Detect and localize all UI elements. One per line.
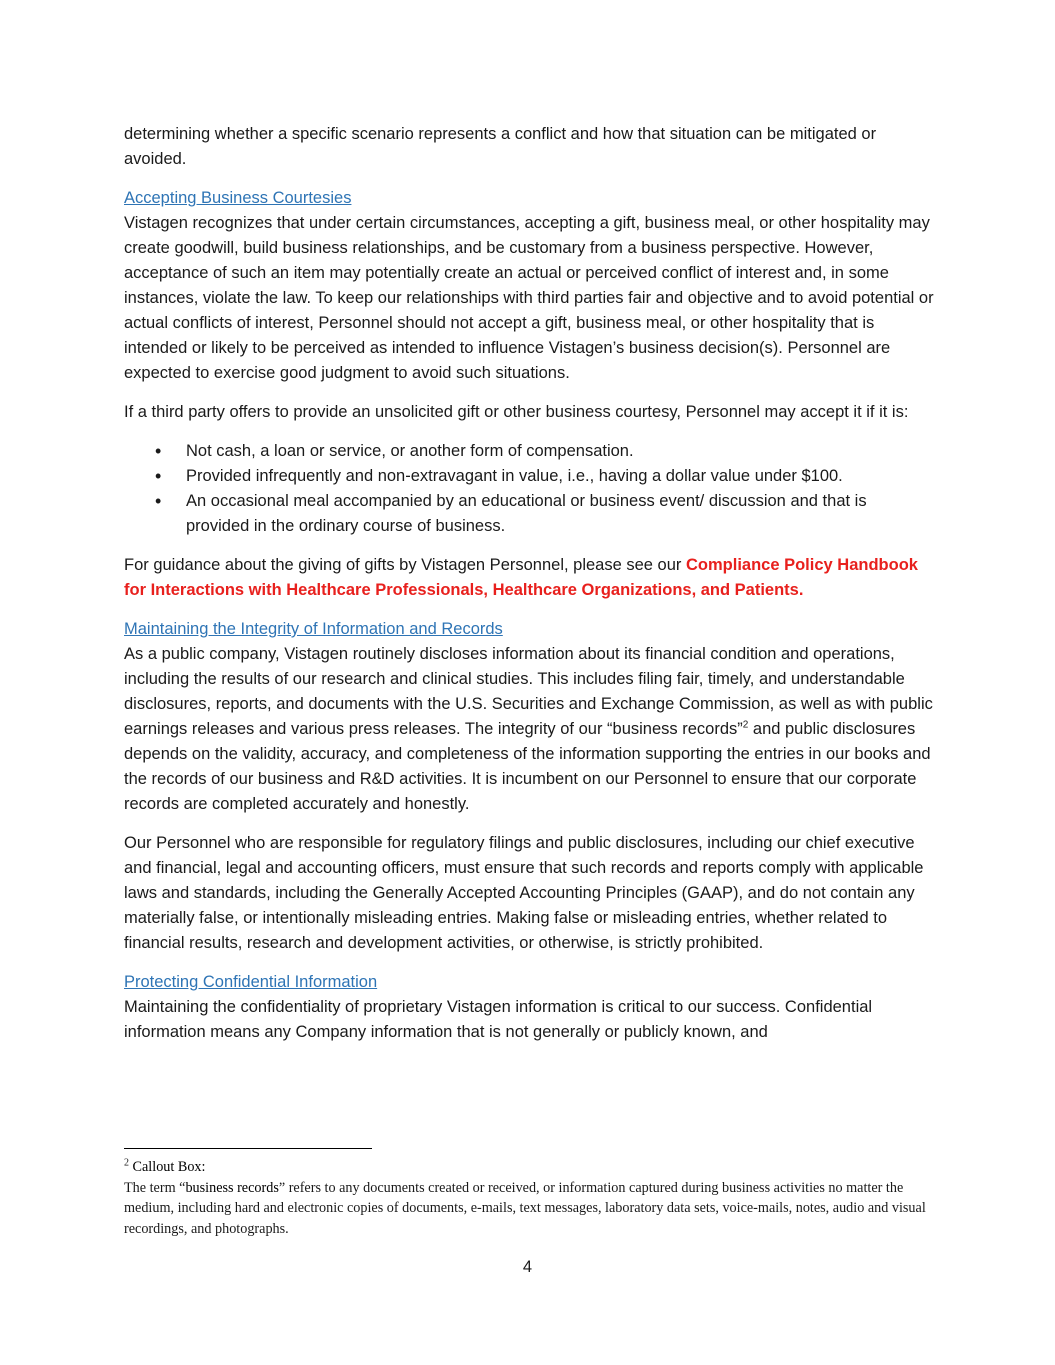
footnote-text (124, 1178, 934, 1240)
confidential-section (124, 970, 934, 1045)
confidential-heading-link[interactable]: Protecting Confidential Information (124, 973, 378, 991)
compliance-handbook-reference[interactable]: Compliance Policy Handbook for Interactions with Healthcare Professionals, Healthcare Organizations, and Patients (124, 556, 918, 599)
business-courtesies-section (124, 186, 934, 386)
list-item: • Not cash, a loan or service, or another form of compensation. (186, 439, 934, 464)
gift-guidance-prefix: For guidance about the giving of gifts by Vistagen Personnel, please see our (124, 556, 686, 574)
integrity-section (124, 617, 934, 817)
integrity-heading-link[interactable]: Maintaining the Integrity of Information and Records (124, 620, 503, 638)
business-courtesies-heading-link[interactable]: Accepting Business Courtesies (124, 189, 352, 207)
document-body (124, 122, 934, 1059)
integrity-paragraph-1-part-a: As a public company, Vistagen routinely discloses information about its financial condition and operations, including the results of our research and clinical studies. This includes filing fair, timely, and understandable disclosures, reports, and documents with the U.S. Securities and Exchange Commission, as well as with public earnings releases and various press releases. The integrity of our “business records” (124, 645, 933, 738)
footnote-reference[interactable]: 2 (742, 719, 749, 731)
footnote-text-suffix: ” refers to any documents created or received, or information captured during business activities no matter the medium, including hard and electronic copies of documents, e-mails, text messages, laboratory data sets, voice-mails, notes, audio and visual recordings, and photographs. (124, 1179, 926, 1237)
footnote-divider (124, 1148, 372, 1149)
intro-continuation-paragraph: determining whether a specific scenario represents a conflict and how that situation can be mitigated or avoided. (124, 125, 877, 168)
confidential-paragraph-1: Maintaining the confidentiality of proprietary Vistagen information is critical to our success. Confidential information means any Company information that is not generally or publicly known, and (124, 998, 873, 1041)
footnote-text-prefix: The term “ (124, 1179, 186, 1196)
footnote (124, 1157, 934, 1239)
business-courtesies-paragraph-1: Vistagen recognizes that under certain circumstances, accepting a gift, business meal, or other hospitality may create goodwill, build business relationships, and be customary from a business perspective. However, acceptance of such an item may potentially create an actual or perceived conflict of interest and, in some instances, violate the law. To keep our relationships with third parties fair and objective and to avoid potential or actual conflicts of interest, Personnel should not accept a gift, business meal, or other hospitality that is intended or likely to be perceived as intended to influence Vistagen’s business decision(s). Personnel are expected to exercise good judgment to avoid such situations. (124, 214, 934, 382)
footnote-title: Callout Box: (132, 1159, 206, 1175)
page-number: 4 (522, 1258, 533, 1276)
integrity-paragraph-1 (124, 642, 934, 817)
courtesy-conditions-list (124, 439, 934, 539)
footnote-term: business records (185, 1179, 279, 1196)
gift-guidance-suffix: . (798, 581, 804, 599)
gift-guidance-paragraph (124, 553, 934, 603)
list-item: • Provided infrequently and non-extravagant in value, i.e., having a dollar value under $100. (186, 464, 934, 489)
business-courtesies-paragraph-2: If a third party offers to provide an unsolicited gift or other business courtesy, Personnel may accept it if it is: (124, 403, 909, 421)
footnote-number: 2 (124, 1157, 129, 1169)
list-item: • An occasional meal accompanied by an educational or business event/ discussion and that is provided in the ordinary course of business. (186, 489, 934, 539)
integrity-paragraph-2: Our Personnel who are responsible for regulatory filings and public disclosures, including our chief executive and financial, legal and accounting officers, must ensure that such records and reports comply with applicable laws and standards, including the Generally Accepted Accounting Principles (GAAP), and do not contain any materially false, or intentionally misleading entries. Making false or misleading entries, whether related to financial results, research and development activities, or otherwise, is strictly prohibited. (124, 834, 924, 952)
footnote-title-line (124, 1157, 934, 1178)
integrity-paragraph-1-part-b: and public disclosures depends on the validity, accuracy, and completeness of the information supporting the entries in our books and the records of our business and R&D activities. It is incumbent on our Personnel to ensure that our corporate records are completed accurately and honestly. (124, 720, 931, 813)
